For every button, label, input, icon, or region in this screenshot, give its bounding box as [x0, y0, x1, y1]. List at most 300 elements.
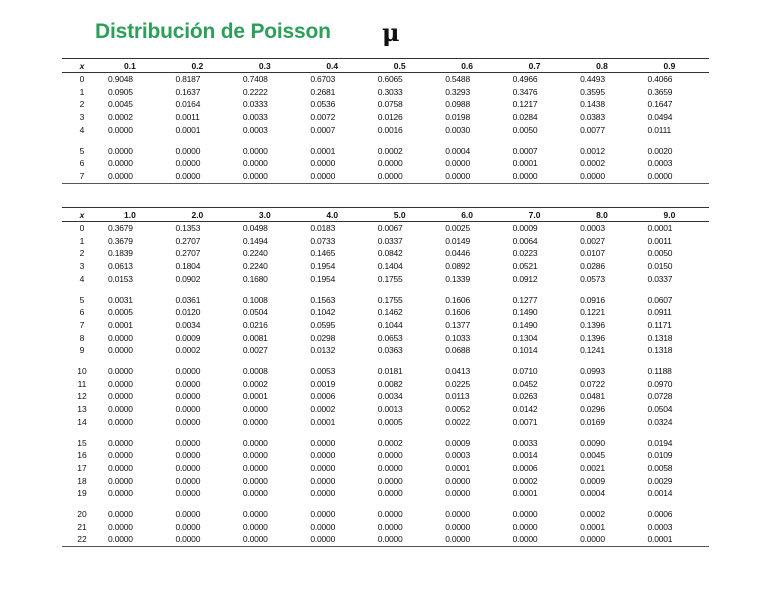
table-row [62, 521, 709, 534]
probability-cell: 0.0000 [642, 170, 710, 183]
probability-cell: 0.1647 [647, 99, 673, 110]
probability-cell: 0.1188 [647, 366, 672, 377]
probability-cell: 0.0001 [310, 145, 336, 156]
probability-cell: 0.0000 [372, 170, 439, 183]
x-cell: 7 [62, 170, 102, 183]
probability-cell: 0.0050 [512, 124, 538, 135]
probability-cell: 0.0000 [108, 462, 133, 473]
probability-cell: 0.0109 [647, 450, 673, 461]
probability-cell: 0.0000 [242, 437, 268, 448]
probability-cell: 0.0000 [242, 416, 268, 427]
table-row [62, 365, 709, 378]
probability-cell: 0.1008 [242, 294, 268, 305]
probability-cell: 0.0916 [580, 294, 605, 305]
probability-cell: 0.0030 [445, 124, 470, 135]
probability-cell: 0.0000 [310, 158, 336, 169]
probability-cell: 0.0000 [304, 170, 371, 183]
table-row [62, 319, 709, 332]
probability-cell: 0.0000 [175, 416, 201, 427]
probability-cell: 0.0521 [512, 261, 538, 272]
table-row [62, 111, 709, 124]
probability-cell: 0.0016 [377, 124, 403, 135]
probability-cell: 0.0002 [108, 112, 133, 123]
poisson-table-high-mu [62, 207, 709, 547]
probability-cell: 0.0902 [175, 273, 201, 284]
probability-cell: 0.0000 [108, 521, 133, 532]
probability-cell: 0.0911 [647, 307, 672, 318]
probability-cell: 0.0000 [512, 509, 538, 520]
probability-cell: 0.0025 [445, 223, 470, 233]
probability-cell: 0.0027 [580, 235, 605, 246]
probability-cell: 0.0607 [647, 294, 673, 305]
probability-cell: 0.0002 [310, 404, 336, 415]
x-cell: 5 [79, 145, 85, 156]
probability-cell: 0.0000 [108, 124, 133, 135]
table-header-row [62, 59, 709, 73]
probability-cell: 0.0002 [175, 345, 201, 356]
probability-cell: 0.0000 [108, 378, 133, 389]
probability-cell: 0.0027 [242, 345, 268, 356]
probability-cell: 0.0296 [580, 404, 605, 415]
group-spacer [62, 357, 709, 365]
probability-cell: 0.0000 [310, 437, 336, 448]
x-column-header: x [62, 208, 102, 222]
probability-cell: 0.0000 [512, 521, 538, 532]
probability-cell: 0.2707 [175, 235, 201, 246]
mu-column-header: 0.6 [439, 59, 506, 73]
probability-cell: 0.0002 [512, 475, 538, 486]
probability-cell: 0.2240 [242, 261, 268, 272]
probability-cell: 0.0005 [108, 307, 133, 318]
probability-cell: 0.0001 [642, 533, 710, 546]
probability-cell: 0.0000 [242, 521, 268, 532]
group-spacer [62, 137, 709, 145]
probability-cell: 0.0000 [574, 533, 641, 546]
probability-cell: 0.0067 [377, 223, 403, 233]
probability-cell: 0.0000 [507, 533, 574, 546]
probability-cell: 0.1462 [377, 307, 403, 318]
probability-cell: 0.2681 [310, 86, 336, 97]
probability-cell: 0.0149 [445, 235, 470, 246]
mu-symbol: μ [382, 18, 400, 47]
probability-cell: 0.0001 [580, 521, 605, 532]
probability-cell: 0.6703 [310, 74, 336, 84]
probability-cell: 0.0000 [175, 391, 201, 402]
x-cell: 15 [77, 437, 87, 448]
probability-cell: 0.0000 [108, 345, 133, 356]
probability-cell: 0.0000 [108, 437, 133, 448]
probability-cell: 0.0286 [580, 261, 605, 272]
probability-cell: 0.0077 [580, 124, 605, 135]
probability-cell: 0.0000 [310, 450, 336, 461]
probability-cell: 0.0072 [310, 112, 336, 123]
probability-cell: 0.0000 [242, 158, 268, 169]
probability-cell: 0.0000 [108, 488, 133, 499]
probability-cell: 0.1171 [647, 319, 672, 330]
probability-cell: 0.0011 [175, 112, 200, 123]
probability-cell: 0.3293 [445, 86, 470, 97]
x-cell: 7 [79, 319, 85, 330]
probability-cell: 0.2222 [242, 86, 268, 97]
probability-cell: 0.0452 [512, 378, 538, 389]
x-cell: 11 [77, 378, 87, 389]
probability-cell: 0.4066 [647, 74, 673, 84]
x-cell: 19 [77, 488, 87, 499]
probability-cell: 0.0481 [580, 391, 605, 402]
probability-cell: 0.1606 [445, 294, 470, 305]
group-spacer [62, 286, 709, 294]
probability-cell: 0.0169 [580, 416, 605, 427]
probability-cell: 0.0002 [377, 437, 403, 448]
probability-cell: 0.0045 [580, 450, 605, 461]
probability-cell: 0.0000 [377, 509, 403, 520]
probability-cell: 0.0653 [377, 332, 403, 343]
probability-cell: 0.4493 [580, 74, 605, 84]
x-cell: 6 [79, 307, 85, 318]
probability-cell: 0.0009 [580, 475, 605, 486]
probability-cell: 0.0613 [108, 261, 133, 272]
x-cell: 18 [77, 475, 87, 486]
probability-cell: 0.0498 [242, 223, 268, 233]
probability-cell: 0.0000 [310, 462, 336, 473]
page-title: Distribución de Poisson [95, 20, 331, 43]
probability-cell: 0.0504 [647, 404, 673, 415]
probability-cell: 0.0000 [237, 170, 304, 183]
x-cell: 9 [79, 345, 85, 356]
poisson-table-low-mu [62, 58, 709, 184]
probability-cell: 0.0000 [377, 450, 403, 461]
probability-cell: 0.0000 [237, 533, 304, 546]
probability-cell: 0.0013 [377, 404, 403, 415]
probability-cell: 0.0000 [108, 332, 133, 343]
probability-cell: 0.0000 [175, 462, 201, 473]
probability-cell: 0.0000 [175, 158, 201, 169]
probability-cell: 0.0007 [310, 124, 336, 135]
x-cell: 2 [79, 248, 85, 259]
probability-cell: 0.0053 [310, 366, 336, 377]
probability-cell: 0.0001 [242, 391, 268, 402]
probability-cell: 0.0000 [242, 475, 268, 486]
probability-cell: 0.0000 [304, 533, 371, 546]
probability-cell: 0.0045 [108, 99, 133, 110]
probability-cell: 0.0494 [647, 112, 673, 123]
x-cell: 3 [79, 112, 85, 123]
probability-cell: 0.6065 [377, 74, 403, 84]
probability-cell: 0.1438 [580, 99, 605, 110]
mu-column-header: 0.5 [372, 59, 439, 73]
table-row [62, 98, 709, 111]
probability-cell: 0.0000 [169, 533, 236, 546]
x-cell: 0 [79, 74, 85, 84]
table-row [62, 247, 709, 260]
probability-cell: 0.0001 [512, 158, 538, 169]
probability-cell: 0.1221 [580, 307, 605, 318]
probability-cell: 0.0001 [512, 488, 538, 499]
x-cell: 16 [77, 450, 87, 461]
probability-cell: 0.0120 [175, 307, 201, 318]
probability-cell: 0.0002 [377, 145, 403, 156]
probability-cell: 0.0000 [377, 462, 403, 473]
x-cell: 8 [79, 332, 85, 343]
mu-column-header: 9.0 [642, 208, 710, 222]
probability-cell: 0.0001 [310, 416, 336, 427]
x-cell: 13 [77, 404, 87, 415]
mu-column-header: 2.0 [169, 208, 236, 222]
probability-cell: 0.0003 [647, 521, 673, 532]
probability-cell: 0.0004 [445, 145, 470, 156]
probability-cell: 0.1755 [377, 294, 403, 305]
probability-cell: 0.0014 [512, 450, 538, 461]
table-row [62, 294, 709, 307]
probability-cell: 0.9048 [108, 74, 133, 84]
table-row [62, 462, 709, 475]
probability-cell: 0.0002 [580, 509, 605, 520]
probability-cell: 0.0011 [647, 235, 672, 246]
probability-cell: 0.1490 [512, 307, 538, 318]
probability-cell: 0.1339 [445, 273, 470, 284]
x-cell: 1 [79, 235, 85, 246]
probability-cell: 0.0225 [445, 378, 470, 389]
probability-cell: 0.0383 [580, 112, 605, 123]
probability-cell: 0.0031 [108, 294, 133, 305]
probability-cell: 0.0000 [377, 521, 403, 532]
probability-cell: 0.0000 [310, 488, 336, 499]
probability-cell: 0.0082 [377, 378, 403, 389]
probability-cell: 0.0000 [175, 450, 201, 461]
table-row [62, 157, 709, 170]
probability-cell: 0.0014 [647, 488, 673, 499]
probability-cell: 0.0000 [102, 533, 169, 546]
probability-cell: 0.4966 [512, 74, 538, 84]
probability-cell: 0.0337 [377, 235, 403, 246]
probability-cell: 0.0058 [647, 462, 673, 473]
probability-cell: 0.0111 [647, 124, 672, 135]
probability-cell: 0.0000 [108, 404, 133, 415]
probability-cell: 0.0000 [445, 158, 470, 169]
probability-cell: 0.7408 [242, 74, 268, 84]
probability-cell: 0.3659 [647, 86, 673, 97]
probability-cell: 0.0029 [647, 475, 673, 486]
mu-column-header: 5.0 [372, 208, 439, 222]
probability-cell: 0.0000 [175, 404, 201, 415]
probability-cell: 0.0021 [580, 462, 605, 473]
x-cell: 10 [77, 366, 87, 377]
probability-cell: 0.0000 [175, 378, 201, 389]
table-row [62, 475, 709, 488]
probability-cell: 0.0003 [647, 158, 673, 169]
x-cell: 17 [77, 462, 87, 473]
x-cell: 5 [79, 294, 85, 305]
probability-cell: 0.0006 [310, 391, 336, 402]
probability-cell: 0.1465 [310, 248, 336, 259]
probability-cell: 0.1839 [108, 248, 133, 259]
probability-cell: 0.1404 [377, 261, 403, 272]
probability-cell: 0.0000 [108, 158, 133, 169]
probability-cell: 0.0181 [377, 366, 403, 377]
table-row [62, 170, 709, 183]
probability-cell: 0.0000 [310, 509, 336, 520]
table-row [62, 124, 709, 137]
mu-column-header: 4.0 [304, 208, 371, 222]
probability-cell: 0.1241 [580, 345, 605, 356]
probability-cell: 0.1804 [175, 261, 201, 272]
probability-cell: 0.0722 [580, 378, 605, 389]
probability-cell: 0.0216 [242, 319, 268, 330]
probability-cell: 0.0183 [310, 223, 336, 233]
table-row [62, 437, 709, 450]
probability-cell: 0.0009 [512, 223, 538, 233]
table-row [62, 306, 709, 319]
probability-cell: 0.0000 [108, 366, 133, 377]
x-cell: 22 [62, 533, 102, 546]
probability-cell: 0.1490 [512, 319, 538, 330]
probability-cell: 0.1563 [310, 294, 336, 305]
probability-cell: 0.0536 [310, 99, 336, 110]
probability-cell: 0.0000 [507, 170, 574, 183]
table-row [62, 533, 709, 546]
probability-cell: 0.0020 [647, 145, 673, 156]
probability-cell: 0.0000 [377, 475, 403, 486]
probability-cell: 0.3033 [377, 86, 403, 97]
probability-cell: 0.0000 [377, 488, 403, 499]
group-spacer [62, 500, 709, 508]
probability-cell: 0.1042 [310, 307, 336, 318]
probability-cell: 0.0413 [445, 366, 470, 377]
probability-cell: 0.0090 [580, 437, 605, 448]
probability-cell: 0.0000 [445, 509, 470, 520]
probability-cell: 0.0284 [512, 112, 538, 123]
probability-cell: 0.1954 [310, 273, 336, 284]
probability-cell: 0.1954 [310, 261, 336, 272]
probability-cell: 0.0006 [512, 462, 538, 473]
table-row [62, 86, 709, 99]
probability-cell: 0.3679 [108, 223, 133, 233]
probability-cell: 0.0052 [445, 404, 470, 415]
probability-cell: 0.0033 [242, 112, 268, 123]
probability-cell: 0.0001 [108, 319, 133, 330]
probability-cell: 0.0022 [445, 416, 470, 427]
probability-cell: 0.3595 [580, 86, 605, 97]
mu-column-header: 0.8 [574, 59, 641, 73]
probability-cell: 0.1304 [512, 332, 538, 343]
probability-cell: 0.0000 [242, 404, 268, 415]
probability-cell: 0.0000 [377, 158, 403, 169]
probability-cell: 0.0153 [108, 273, 133, 284]
probability-cell: 0.0000 [242, 509, 268, 520]
probability-cell: 0.0333 [242, 99, 268, 110]
x-cell: 14 [77, 416, 87, 427]
probability-cell: 0.0000 [108, 391, 133, 402]
table-row [62, 332, 709, 345]
probability-cell: 0.1033 [445, 332, 470, 343]
probability-cell: 0.0361 [175, 294, 201, 305]
mu-column-header: 3.0 [237, 208, 304, 222]
probability-cell: 0.0050 [647, 248, 673, 259]
table-row [62, 260, 709, 273]
probability-cell: 0.1637 [175, 86, 201, 97]
table-row [62, 235, 709, 248]
probability-cell: 0.0688 [445, 345, 470, 356]
probability-cell: 0.1217 [512, 99, 538, 110]
probability-cell: 0.0002 [242, 378, 268, 389]
probability-cell: 0.0142 [512, 404, 538, 415]
table-row [62, 487, 709, 500]
x-column-header: x [62, 59, 102, 73]
probability-cell: 0.0001 [175, 124, 201, 135]
probability-cell: 0.0033 [512, 437, 538, 448]
probability-cell: 0.0000 [175, 521, 201, 532]
probability-cell: 0.0892 [445, 261, 470, 272]
probability-cell: 0.0000 [439, 170, 506, 183]
probability-cell: 0.0132 [310, 345, 336, 356]
table-row [62, 449, 709, 462]
x-cell: 4 [79, 124, 85, 135]
probability-cell: 0.0007 [512, 145, 538, 156]
probability-cell: 0.0006 [647, 509, 673, 520]
probability-cell: 0.1396 [580, 319, 605, 330]
probability-cell: 0.0000 [242, 488, 268, 499]
probability-cell: 0.0000 [108, 145, 133, 156]
probability-cell: 0.0000 [175, 437, 201, 448]
mu-column-header: 0.4 [304, 59, 371, 73]
probability-cell: 0.0064 [512, 235, 538, 246]
mu-column-header: 0.3 [237, 59, 304, 73]
mu-column-header: 8.0 [574, 208, 641, 222]
probability-cell: 0.0034 [175, 319, 201, 330]
probability-cell: 0.0000 [445, 475, 470, 486]
probability-cell: 0.0000 [108, 416, 133, 427]
probability-cell: 0.0504 [242, 307, 268, 318]
probability-cell: 0.1353 [175, 223, 201, 233]
probability-cell: 0.0970 [647, 378, 673, 389]
mu-column-header: 0.1 [102, 59, 169, 73]
probability-cell: 0.0993 [580, 366, 605, 377]
probability-cell: 0.0034 [377, 391, 403, 402]
probability-cell: 0.0000 [242, 450, 268, 461]
probability-cell: 0.0000 [108, 509, 133, 520]
probability-cell: 0.5488 [445, 74, 470, 84]
x-cell: 21 [77, 521, 87, 532]
probability-cell: 0.0298 [310, 332, 336, 343]
probability-cell: 0.0728 [647, 391, 673, 402]
probability-cell: 0.0164 [175, 99, 201, 110]
mu-column-header: 6.0 [439, 208, 506, 222]
probability-cell: 0.1318 [647, 332, 673, 343]
probability-cell: 0.1014 [512, 345, 538, 356]
table-row [62, 145, 709, 158]
mu-column-header: 1.0 [102, 208, 169, 222]
table-header-row [62, 208, 709, 222]
probability-cell: 0.0019 [310, 378, 336, 389]
probability-cell: 0.0003 [580, 223, 605, 233]
table-row [62, 273, 709, 286]
probability-cell: 0.0001 [647, 223, 673, 233]
probability-cell: 0.1606 [445, 307, 470, 318]
probability-cell: 0.0000 [175, 366, 201, 377]
probability-cell: 0.0071 [512, 416, 538, 427]
x-cell: 12 [77, 391, 87, 402]
probability-cell: 0.0000 [445, 521, 470, 532]
probability-cell: 0.0000 [102, 170, 169, 183]
x-cell: 1 [79, 86, 85, 97]
probability-cell: 0.0003 [445, 450, 470, 461]
table-row [62, 508, 709, 521]
probability-cell: 0.2707 [175, 248, 201, 259]
probability-cell: 0.0126 [377, 112, 403, 123]
table-row [62, 222, 709, 235]
probability-cell: 0.1494 [242, 235, 268, 246]
mu-column-header: 0.2 [169, 59, 236, 73]
